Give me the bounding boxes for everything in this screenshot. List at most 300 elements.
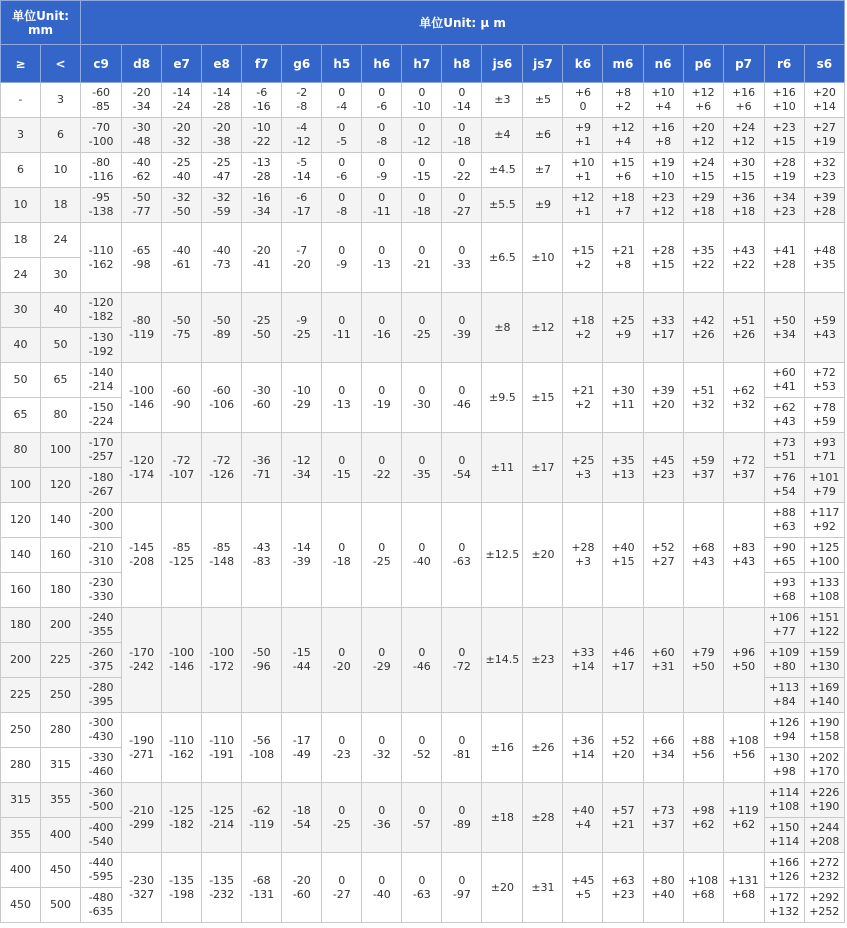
- table-cell: 24: [41, 223, 81, 258]
- table-cell: 225: [1, 678, 41, 713]
- table-cell: 0 -54: [442, 433, 482, 503]
- table-row: [1, 608, 845, 643]
- table-cell: -20 -41: [242, 223, 282, 293]
- table-cell: 0 -21: [402, 223, 442, 293]
- table-cell: 315: [1, 783, 41, 818]
- col-header-h7: h7: [402, 45, 442, 83]
- table-cell: 225: [41, 643, 81, 678]
- table-cell: +51 +32: [683, 363, 723, 433]
- table-cell: +59 +43: [804, 293, 844, 363]
- table-cell: -300 -430: [81, 713, 122, 748]
- table-cell: 80: [41, 398, 81, 433]
- table-cell: 0 -52: [402, 713, 442, 783]
- table-cell: +16 +10: [764, 83, 804, 118]
- table-cell: 0 -8: [322, 188, 362, 223]
- table-row: [1, 153, 845, 188]
- table-cell: 30: [1, 293, 41, 328]
- table-cell: -10 -29: [282, 363, 322, 433]
- table-cell: -80 -119: [122, 293, 162, 363]
- table-cell: +202 +170: [804, 748, 844, 783]
- table-cell: -43 -83: [242, 503, 282, 608]
- table-cell: +150 +114: [764, 818, 804, 853]
- table-cell: ±16: [482, 713, 523, 783]
- table-cell: 0 -89: [442, 783, 482, 853]
- table-cell: +40 +15: [603, 503, 643, 608]
- table-cell: -14 -24: [162, 83, 202, 118]
- col-header-h5: h5: [322, 45, 362, 83]
- table-cell: +24 +12: [723, 118, 764, 153]
- table-cell: +30 +11: [603, 363, 643, 433]
- table-cell: +40 +4: [563, 783, 603, 853]
- table-cell: +43 +22: [723, 223, 764, 293]
- table-cell: -110 -162: [81, 223, 122, 293]
- table-row: [1, 713, 845, 748]
- table-cell: +151 +122: [804, 608, 844, 643]
- table-cell: 0 -35: [402, 433, 442, 503]
- table-cell: +39 +28: [804, 188, 844, 223]
- table-cell: +25 +9: [603, 293, 643, 363]
- table-cell: -4 -12: [282, 118, 322, 153]
- table-cell: 0 -33: [442, 223, 482, 293]
- table-cell: +16 +8: [643, 118, 683, 153]
- table-cell: -9 -25: [282, 293, 322, 363]
- table-cell: +33 +14: [563, 608, 603, 713]
- table-cell: 0 -12: [402, 118, 442, 153]
- table-cell: +62 +32: [723, 363, 764, 433]
- table-cell: -40 -73: [202, 223, 242, 293]
- table-cell: +169 +140: [804, 678, 844, 713]
- table-cell: -20 -38: [202, 118, 242, 153]
- table-cell: -100 -172: [202, 608, 242, 713]
- table-cell: -360 -500: [81, 783, 122, 818]
- table-cell: 50: [41, 328, 81, 363]
- table-cell: +8 +2: [603, 83, 643, 118]
- table-cell: +50 +34: [764, 293, 804, 363]
- table-cell: 0 -15: [322, 433, 362, 503]
- table-cell: 0 -11: [322, 293, 362, 363]
- table-cell: -25 -40: [162, 153, 202, 188]
- table-cell: ±4: [482, 118, 523, 153]
- table-cell: 500: [41, 888, 81, 923]
- col-header-c9: c9: [81, 45, 122, 83]
- table-cell: 100: [41, 433, 81, 468]
- table-cell: -40 -61: [162, 223, 202, 293]
- table-cell: -125 -214: [202, 783, 242, 853]
- table-row: [1, 293, 845, 328]
- table-cell: -140 -214: [81, 363, 122, 398]
- unit-mm-label: 单位Unit: mm: [1, 1, 81, 45]
- unit-um-label: 单位Unit: μ m: [81, 1, 845, 45]
- table-cell: 0 -9: [362, 153, 402, 188]
- table-cell: +34 +23: [764, 188, 804, 223]
- table-cell: -135 -198: [162, 853, 202, 923]
- table-cell: +78 +59: [804, 398, 844, 433]
- table-cell: ±28: [523, 783, 563, 853]
- table-cell: +226 +190: [804, 783, 844, 818]
- table-cell: 3: [1, 118, 41, 153]
- table-cell: +33 +17: [643, 293, 683, 363]
- table-cell: +117 +92: [804, 503, 844, 538]
- table-cell: -95 -138: [81, 188, 122, 223]
- table-cell: +66 +34: [643, 713, 683, 783]
- col-header-k6: k6: [563, 45, 603, 83]
- table-cell: 315: [41, 748, 81, 783]
- table-cell: 0 -40: [362, 853, 402, 923]
- table-cell: 355: [1, 818, 41, 853]
- col-header-js7: js7: [523, 45, 563, 83]
- table-cell: -15 -44: [282, 608, 322, 713]
- table-cell: 0 -5: [322, 118, 362, 153]
- table-cell: +114 +108: [764, 783, 804, 818]
- table-cell: 0 -23: [322, 713, 362, 783]
- table-cell: +62 +43: [764, 398, 804, 433]
- table-cell: -180 -267: [81, 468, 122, 503]
- table-cell: -: [1, 83, 41, 118]
- table-cell: +28 +19: [764, 153, 804, 188]
- table-cell: +30 +15: [723, 153, 764, 188]
- table-cell: +130 +98: [764, 748, 804, 783]
- table-cell: ±4.5: [482, 153, 523, 188]
- table-cell: 0 -13: [322, 363, 362, 433]
- table-cell: +133 +108: [804, 573, 844, 608]
- table-row: [1, 83, 845, 118]
- table-cell: -110 -191: [202, 713, 242, 783]
- table-cell: ±23: [523, 608, 563, 713]
- table-row: [1, 118, 845, 153]
- table-cell: -65 -98: [122, 223, 162, 293]
- col-header-n6: n6: [643, 45, 683, 83]
- col-header-p7: p7: [723, 45, 764, 83]
- table-cell: +126 +94: [764, 713, 804, 748]
- table-cell: +68 +43: [683, 503, 723, 608]
- table-cell: +32 +23: [804, 153, 844, 188]
- table-cell: 0 -32: [362, 713, 402, 783]
- table-cell: -50 -77: [122, 188, 162, 223]
- table-cell: +244 +208: [804, 818, 844, 853]
- table-cell: 0 -20: [322, 608, 362, 713]
- table-cell: ±14.5: [482, 608, 523, 713]
- table-cell: ±31: [523, 853, 563, 923]
- table-cell: -2 -8: [282, 83, 322, 118]
- table-cell: +119 +62: [723, 783, 764, 853]
- table-cell: -68 -131: [242, 853, 282, 923]
- table-cell: 0 -15: [402, 153, 442, 188]
- table-cell: -30 -48: [122, 118, 162, 153]
- table-cell: 120: [41, 468, 81, 503]
- table-row: [1, 783, 845, 818]
- table-cell: 0 -4: [322, 83, 362, 118]
- table-cell: 6: [41, 118, 81, 153]
- table-cell: -72 -126: [202, 433, 242, 503]
- table-row: [1, 363, 845, 398]
- table-cell: -80 -116: [81, 153, 122, 188]
- table-row: [1, 433, 845, 468]
- table-cell: 400: [41, 818, 81, 853]
- table-cell: 140: [1, 538, 41, 573]
- table-cell: +12 +4: [603, 118, 643, 153]
- table-cell: 140: [41, 503, 81, 538]
- table-cell: 0 -13: [362, 223, 402, 293]
- table-cell: ±17: [523, 433, 563, 503]
- table-cell: 6: [1, 153, 41, 188]
- table-cell: 10: [1, 188, 41, 223]
- table-cell: 0 -19: [362, 363, 402, 433]
- table-cell: 250: [41, 678, 81, 713]
- table-cell: 0 -6: [322, 153, 362, 188]
- table-cell: -17 -49: [282, 713, 322, 783]
- table-cell: -440 -595: [81, 853, 122, 888]
- table-cell: ±9.5: [482, 363, 523, 433]
- table-cell: +36 +14: [563, 713, 603, 783]
- table-cell: -60 -90: [162, 363, 202, 433]
- table-cell: -14 -28: [202, 83, 242, 118]
- table-cell: +113 +84: [764, 678, 804, 713]
- col-header-s6: s6: [804, 45, 844, 83]
- table-cell: 0 -72: [442, 608, 482, 713]
- table-cell: 200: [1, 643, 41, 678]
- table-cell: 450: [41, 853, 81, 888]
- table-cell: +19 +10: [643, 153, 683, 188]
- table-cell: +45 +23: [643, 433, 683, 503]
- table-cell: -200 -300: [81, 503, 122, 538]
- table-cell: -50 -75: [162, 293, 202, 363]
- table-cell: +190 +158: [804, 713, 844, 748]
- table-cell: ±5.5: [482, 188, 523, 223]
- table-cell: +42 +26: [683, 293, 723, 363]
- table-cell: -125 -182: [162, 783, 202, 853]
- table-cell: 18: [1, 223, 41, 258]
- table-cell: 65: [41, 363, 81, 398]
- table-cell: -210 -310: [81, 538, 122, 573]
- table-cell: 0 -46: [442, 363, 482, 433]
- table-cell: +60 +31: [643, 608, 683, 713]
- table-cell: +6 0: [563, 83, 603, 118]
- table-cell: +24 +15: [683, 153, 723, 188]
- table-cell: +93 +68: [764, 573, 804, 608]
- table-cell: 0 -29: [362, 608, 402, 713]
- table-cell: -190 -271: [122, 713, 162, 783]
- table-cell: +108 +56: [723, 713, 764, 783]
- table-cell: -120 -182: [81, 293, 122, 328]
- table-cell: -280 -395: [81, 678, 122, 713]
- table-cell: -100 -146: [162, 608, 202, 713]
- table-cell: 0 -25: [402, 293, 442, 363]
- col-header-m6: m6: [603, 45, 643, 83]
- table-cell: -12 -34: [282, 433, 322, 503]
- table-cell: 80: [1, 433, 41, 468]
- col-header-h6: h6: [362, 45, 402, 83]
- table-cell: +272 +232: [804, 853, 844, 888]
- table-cell: -25 -47: [202, 153, 242, 188]
- table-cell: -230 -330: [81, 573, 122, 608]
- table-cell: 65: [1, 398, 41, 433]
- table-cell: 0 -27: [442, 188, 482, 223]
- table-cell: 0 -6: [362, 83, 402, 118]
- table-cell: -135 -232: [202, 853, 242, 923]
- table-cell: -72 -107: [162, 433, 202, 503]
- table-cell: 0 -22: [362, 433, 402, 503]
- table-row: [1, 853, 845, 888]
- header-row-columns: [1, 45, 845, 83]
- table-cell: 0 -25: [362, 503, 402, 608]
- col-header-r6: r6: [764, 45, 804, 83]
- table-cell: +109 +80: [764, 643, 804, 678]
- table-cell: +20 +14: [804, 83, 844, 118]
- table-cell: 180: [1, 608, 41, 643]
- table-cell: -50 -96: [242, 608, 282, 713]
- table-cell: 0 -30: [402, 363, 442, 433]
- table-cell: 0 -39: [442, 293, 482, 363]
- table-cell: -7 -20: [282, 223, 322, 293]
- col-header-e7: e7: [162, 45, 202, 83]
- table-cell: -5 -14: [282, 153, 322, 188]
- table-cell: +29 +18: [683, 188, 723, 223]
- table-cell: -16 -34: [242, 188, 282, 223]
- table-cell: +90 +65: [764, 538, 804, 573]
- col-header-f7: f7: [242, 45, 282, 83]
- table-cell: 0 -18: [442, 118, 482, 153]
- table-cell: -330 -460: [81, 748, 122, 783]
- table-cell: 0 -97: [442, 853, 482, 923]
- table-cell: 0 -27: [322, 853, 362, 923]
- table-cell: +41 +28: [764, 223, 804, 293]
- col-header-js6: js6: [482, 45, 523, 83]
- table-cell: -20 -34: [122, 83, 162, 118]
- table-cell: -6 -16: [242, 83, 282, 118]
- table-cell: +79 +50: [683, 608, 723, 713]
- table-cell: -85 -148: [202, 503, 242, 608]
- table-cell: +63 +23: [603, 853, 643, 923]
- table-cell: +108 +68: [683, 853, 723, 923]
- table-cell: +72 +53: [804, 363, 844, 398]
- table-cell: -36 -71: [242, 433, 282, 503]
- table-cell: +52 +27: [643, 503, 683, 608]
- table-cell: 0 -57: [402, 783, 442, 853]
- table-cell: -32 -59: [202, 188, 242, 223]
- table-cell: +292 +252: [804, 888, 844, 923]
- table-cell: 160: [41, 538, 81, 573]
- table-cell: ±11: [482, 433, 523, 503]
- table-cell: 0 -40: [402, 503, 442, 608]
- table-cell: 0 -81: [442, 713, 482, 783]
- table-cell: -14 -39: [282, 503, 322, 608]
- table-cell: -30 -60: [242, 363, 282, 433]
- table-cell: ±8: [482, 293, 523, 363]
- table-cell: 0 -63: [402, 853, 442, 923]
- table-cell: +166 +126: [764, 853, 804, 888]
- table-cell: ±20: [523, 503, 563, 608]
- table-cell: 40: [1, 328, 41, 363]
- table-cell: -20 -60: [282, 853, 322, 923]
- table-cell: -170 -242: [122, 608, 162, 713]
- table-cell: -260 -375: [81, 643, 122, 678]
- table-cell: +23 +12: [643, 188, 683, 223]
- table-cell: 0 -36: [362, 783, 402, 853]
- table-cell: -13 -28: [242, 153, 282, 188]
- table-cell: +72 +37: [723, 433, 764, 503]
- table-cell: 0 -10: [402, 83, 442, 118]
- table-cell: +93 +71: [804, 433, 844, 468]
- table-cell: -60 -85: [81, 83, 122, 118]
- table-cell: +12 +6: [683, 83, 723, 118]
- table-cell: -60 -106: [202, 363, 242, 433]
- table-cell: -50 -89: [202, 293, 242, 363]
- table-cell: ±10: [523, 223, 563, 293]
- table-cell: 160: [1, 573, 41, 608]
- table-cell: 0 -25: [322, 783, 362, 853]
- table-cell: ±6.5: [482, 223, 523, 293]
- table-cell: -145 -208: [122, 503, 162, 608]
- table-cell: ±3: [482, 83, 523, 118]
- table-cell: 250: [1, 713, 41, 748]
- table-cell: -480 -635: [81, 888, 122, 923]
- table-cell: +15 +6: [603, 153, 643, 188]
- table-cell: -100 -146: [122, 363, 162, 433]
- col-header-ge: ≥: [1, 45, 41, 83]
- table-cell: ±7: [523, 153, 563, 188]
- col-header-d8: d8: [122, 45, 162, 83]
- table-cell: +28 +3: [563, 503, 603, 608]
- table-cell: +96 +50: [723, 608, 764, 713]
- table-cell: 200: [41, 608, 81, 643]
- table-cell: 24: [1, 258, 41, 293]
- table-cell: +101 +79: [804, 468, 844, 503]
- table-cell: 0 -14: [442, 83, 482, 118]
- table-cell: 0 -22: [442, 153, 482, 188]
- table-cell: +16 +6: [723, 83, 764, 118]
- table-cell: -400 -540: [81, 818, 122, 853]
- table-cell: +57 +21: [603, 783, 643, 853]
- table-cell: +35 +13: [603, 433, 643, 503]
- table-cell: 450: [1, 888, 41, 923]
- table-cell: +131 +68: [723, 853, 764, 923]
- table-cell: +20 +12: [683, 118, 723, 153]
- col-header-p6: p6: [683, 45, 723, 83]
- table-cell: -110 -162: [162, 713, 202, 783]
- table-cell: ±9: [523, 188, 563, 223]
- table-cell: +73 +51: [764, 433, 804, 468]
- table-cell: -70 -100: [81, 118, 122, 153]
- table-cell: -130 -192: [81, 328, 122, 363]
- table-cell: +21 +2: [563, 363, 603, 433]
- table-cell: +36 +18: [723, 188, 764, 223]
- table-cell: -56 -108: [242, 713, 282, 783]
- table-cell: +46 +17: [603, 608, 643, 713]
- table-cell: -20 -32: [162, 118, 202, 153]
- table-cell: ±15: [523, 363, 563, 433]
- table-row: [1, 223, 845, 258]
- table-cell: +45 +5: [563, 853, 603, 923]
- col-header-e8: e8: [202, 45, 242, 83]
- table-cell: -6 -17: [282, 188, 322, 223]
- table-cell: +60 +41: [764, 363, 804, 398]
- table-cell: ±12.5: [482, 503, 523, 608]
- table-cell: 280: [41, 713, 81, 748]
- table-cell: -32 -50: [162, 188, 202, 223]
- table-cell: 0 -16: [362, 293, 402, 363]
- table-cell: -10 -22: [242, 118, 282, 153]
- table-cell: -240 -355: [81, 608, 122, 643]
- table-cell: +10 +1: [563, 153, 603, 188]
- table-cell: +35 +22: [683, 223, 723, 293]
- table-cell: ±18: [482, 783, 523, 853]
- table-cell: +25 +3: [563, 433, 603, 503]
- table-cell: +18 +2: [563, 293, 603, 363]
- table-cell: +39 +20: [643, 363, 683, 433]
- table-cell: -230 -327: [122, 853, 162, 923]
- table-cell: +10 +4: [643, 83, 683, 118]
- table-cell: 180: [41, 573, 81, 608]
